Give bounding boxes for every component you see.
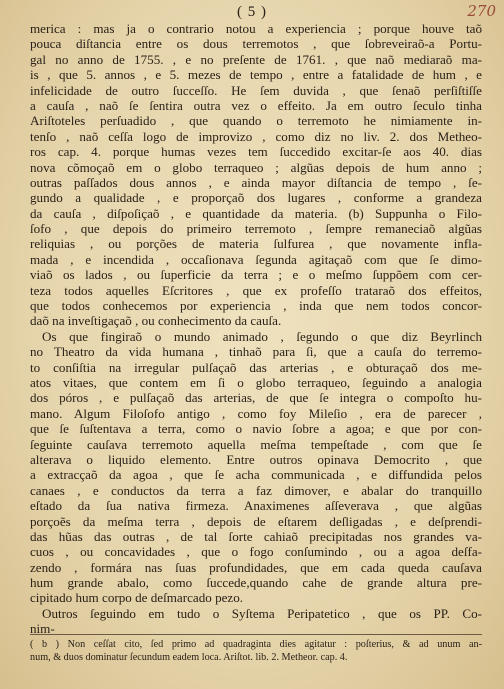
text-line: que todos conhecemos por experiencia , inda que nem todos concor- (30, 298, 482, 314)
text-line: eſtado da ſua nativa firmeza. Anaximenes aſſeverava , que algũas (30, 498, 482, 514)
text-line: dos póros , e pulſaçaõ das arterias, de que ſe integra o compoſto hu- (30, 390, 482, 406)
text-line: alterava o liquido elemento. Entre outros opinava Democrito , que (30, 451, 482, 467)
page-number: ( 5 ) (237, 4, 267, 20)
text-line: ſofo , que depois do primeiro terremoto , ſempre remaneciaõ algũas (30, 221, 482, 237)
text-line: a extracçaõ da agoa , que ſe acha communicada , e diffundida pelos (30, 467, 482, 483)
text-line: que ſe ſuſtentava a terra, como o navio ſobre a agoa; e que por con- (30, 421, 482, 437)
footnote-line: ( b ) Non ceſſat cito, ſed primo ad quadraginta dies agitatur : poſterius, & ad unum an- (30, 639, 482, 650)
text-line: da cauſa , diſpoſiçaõ , e quantidade da materia. (b) Suppunha o Filo- (30, 205, 482, 221)
text-line: Outros ſeguindo em tudo o Syſtema Peripatetico , que os PP. Co- (42, 605, 482, 621)
text-line: viaõ os lados , ou ſuperficie da terra ; e o meſmo ſuppõem com cer- (30, 267, 482, 283)
text-line: gundo a qualidade , e proporçaõ dos lugares , conforme a grandeza (30, 190, 482, 206)
text-line: canaes , e conductos da terra a faz dimover, e abalar do tranquillo (30, 482, 482, 498)
text-line: a cauſa , naõ ſe ſentira outra vez o effeito. Ja em outro ſeculo tinha (30, 97, 482, 113)
text-line: tenſo , naõ ceſſa logo de improvizo , como diz no liv. 2. dos Metheo- (30, 128, 482, 144)
main-text (30, 21, 482, 637)
text-line: reliquias , ou porções de materia ſulfurea , que novamente infla- (30, 236, 482, 252)
text-line: teza todos aquelles Eſcritores , que ex profeſſo trataraõ dos effeitos, (30, 282, 482, 298)
text-line: pouca diſtancia entre os dous terremotos , que ſobreveiraõ-a Portu- (30, 36, 482, 52)
text-line: atos vitaes, que contem em ſi o globo terraqueo, ſeguindo a analogia (30, 374, 482, 390)
text-line: to conſiſtia na irregular pulſaçaõ das arterias , e obturaçaõ dos me- (30, 359, 482, 375)
text-line: Os que fingiraõ o mundo animado , ſegundo o que diz Beyrlinch (42, 328, 482, 344)
text-line: das hũas das outras , de tal ſorte cahiaõ precipitadas nos grandes va- (30, 528, 482, 544)
footnote-divider (30, 634, 482, 635)
text-line: Ariſtoteles perſuadido , que quando o terremoto he nimiamente in- (30, 113, 482, 129)
handwritten-page-number: 270 (467, 2, 496, 20)
text-line: gal no anno de 1755. , e no preſente de 1761. , que naõ mediaraõ ma- (30, 51, 482, 67)
text-line: is , que 5. annos , e 5. mezes de tempo , entre a fatalidade de hum , e (30, 67, 482, 83)
text-line: merica : mas ja o contrario notou a experiencia ; porque houve taõ (30, 21, 482, 36)
text-line: infelicidade de outro ſucceſſo. He ſem duvida , que ſenaõ perſiſtiſſe (30, 82, 482, 98)
text-line: nim- (30, 621, 55, 637)
footnote (30, 639, 482, 664)
text-line: hum grande abalo, como ſuccede,quando cahe de grande altura pre- (30, 575, 482, 591)
text-line: zendo , formára nas ſuas profundidades, que em cada queda cauſava (30, 559, 482, 575)
text-line: no Theatro da vida humana , tinhaõ para ſi, que a cauſa do terremo- (30, 344, 482, 360)
text-line: cipitado hum corpo de deſmarcado pezo. (30, 590, 244, 606)
text-line: ros cap. 4. porque humas vezes tem ſuccedido excitar-ſe aos 40. dias (30, 144, 482, 160)
text-line: outras paſſados dous annos , e ainda mayor diſtancia de tempo , ſe- (30, 174, 482, 190)
text-line: mada , e incendida , occaſionava ſegunda agitaçaõ com que ſe dimo- (30, 251, 482, 267)
text-line: cuos , ou concavidades , que o fogo conſumindo , ou a agoa deſfa- (30, 544, 482, 560)
text-line: mano. Algum Filoſofo antigo , como foy Mileſio , era de parecer , (30, 405, 482, 421)
text-line: daõ na inveſtigaçaõ , ou conhecimento da cauſa. (30, 313, 282, 329)
footnote-line: num, & duos dominatur ſecundum eadem loca. Ariſtot. lib. 2. Metheor. cap. 4. (30, 651, 348, 663)
text-line: porçoẽs da meſma terra , depois de eſtarem deſligadas , e deſprendi- (30, 513, 482, 529)
text-line: ſeguinte cauſava terremoto aquella meſma tempeſtade , com que ſe (30, 436, 482, 452)
text-line: nova cõmoçaõ em o globo terraqueo ; algũas depois de hum anno ; (30, 159, 482, 175)
